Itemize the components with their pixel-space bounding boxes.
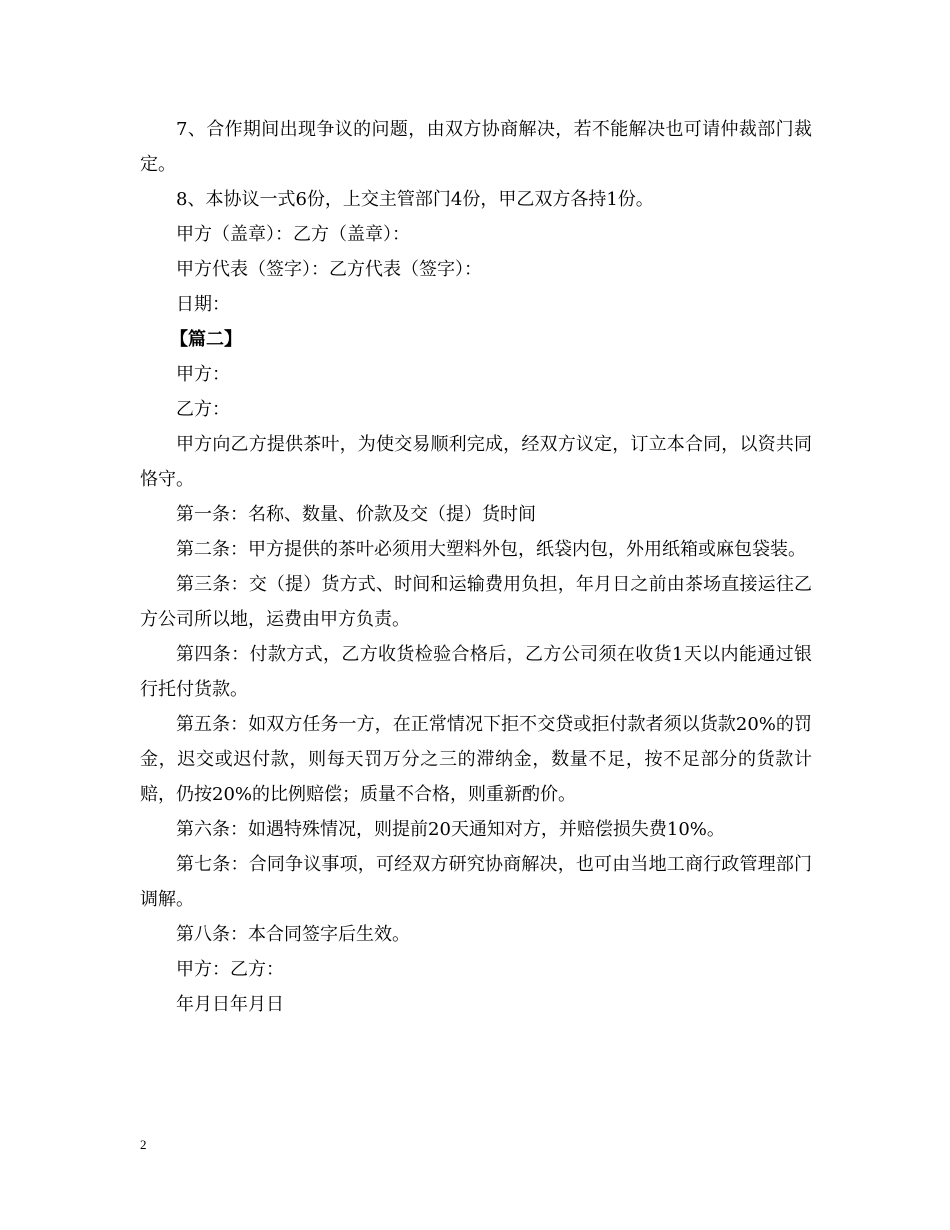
paragraph-party-b: 乙方： [176, 399, 230, 420]
document-body [140, 112, 812, 1022]
paragraph-article-1: 第一条：名称、数量、价款及交（提）货时间 [176, 504, 536, 525]
section-heading: 【篇二】 [170, 329, 242, 350]
paragraph-article-4: 第四条：付款方式，乙方收货检验合格后，乙方公司须在收货1天以内能通过银行托付货款。 [140, 644, 812, 700]
paragraph-date: 日期： [176, 294, 230, 315]
paragraph-article-2: 第二条：甲方提供的茶叶必须用大塑料外包，纸袋内包，外用纸箱或麻包袋装。 [176, 539, 806, 560]
paragraph-party-representatives: 甲方代表（签字）：乙方代表（签字）： [176, 259, 482, 280]
page-number: 2 [140, 1137, 147, 1152]
paragraph-party-a: 甲方： [176, 364, 230, 385]
paragraph-signature-dates: 年月日年月日 [176, 994, 284, 1015]
paragraph-article-8: 第八条：本合同签字后生效。 [176, 924, 410, 945]
paragraph-article-5: 第五条：如双方任务一方，在正常情况下拒不交贷或拒付款者须以货款20%的罚金，迟交或迟付款，则每天罚万分之三的滞纳金，数量不足，按不足部分的货款计赔，仍按20%的比例赔偿；质量不合格，则重新酌价。 [140, 714, 812, 805]
paragraph-preamble: 甲方向乙方提供茶叶，为使交易顺利完成，经双方议定，订立本合同，以资共同恪守。 [140, 434, 812, 490]
paragraph-article-3: 第三条：交（提）货方式、时间和运输费用负担，年月日之前由茶场直接运往乙方公司所以地，运费由甲方负责。 [140, 574, 812, 630]
paragraph-clause-8: 8、本协议一式6份，上交主管部门4份，甲乙双方各持1份。 [176, 189, 654, 210]
paragraph-article-7: 第七条：合同争议事项，可经双方研究协商解决，也可由当地工商行政管理部门调解。 [140, 854, 812, 910]
paragraph-party-seals: 甲方（盖章）：乙方（盖章）： [176, 224, 410, 245]
paragraph-signatures: 甲方：乙方： [176, 959, 284, 980]
paragraph-article-6: 第六条：如遇特殊情况，则提前20天通知对方，并赔偿损失费10%。 [176, 819, 725, 840]
paragraph-clause-7: 7、合作期间出现争议的问题，由双方协商解决，若不能解决也可请仲裁部门裁定。 [140, 119, 812, 175]
